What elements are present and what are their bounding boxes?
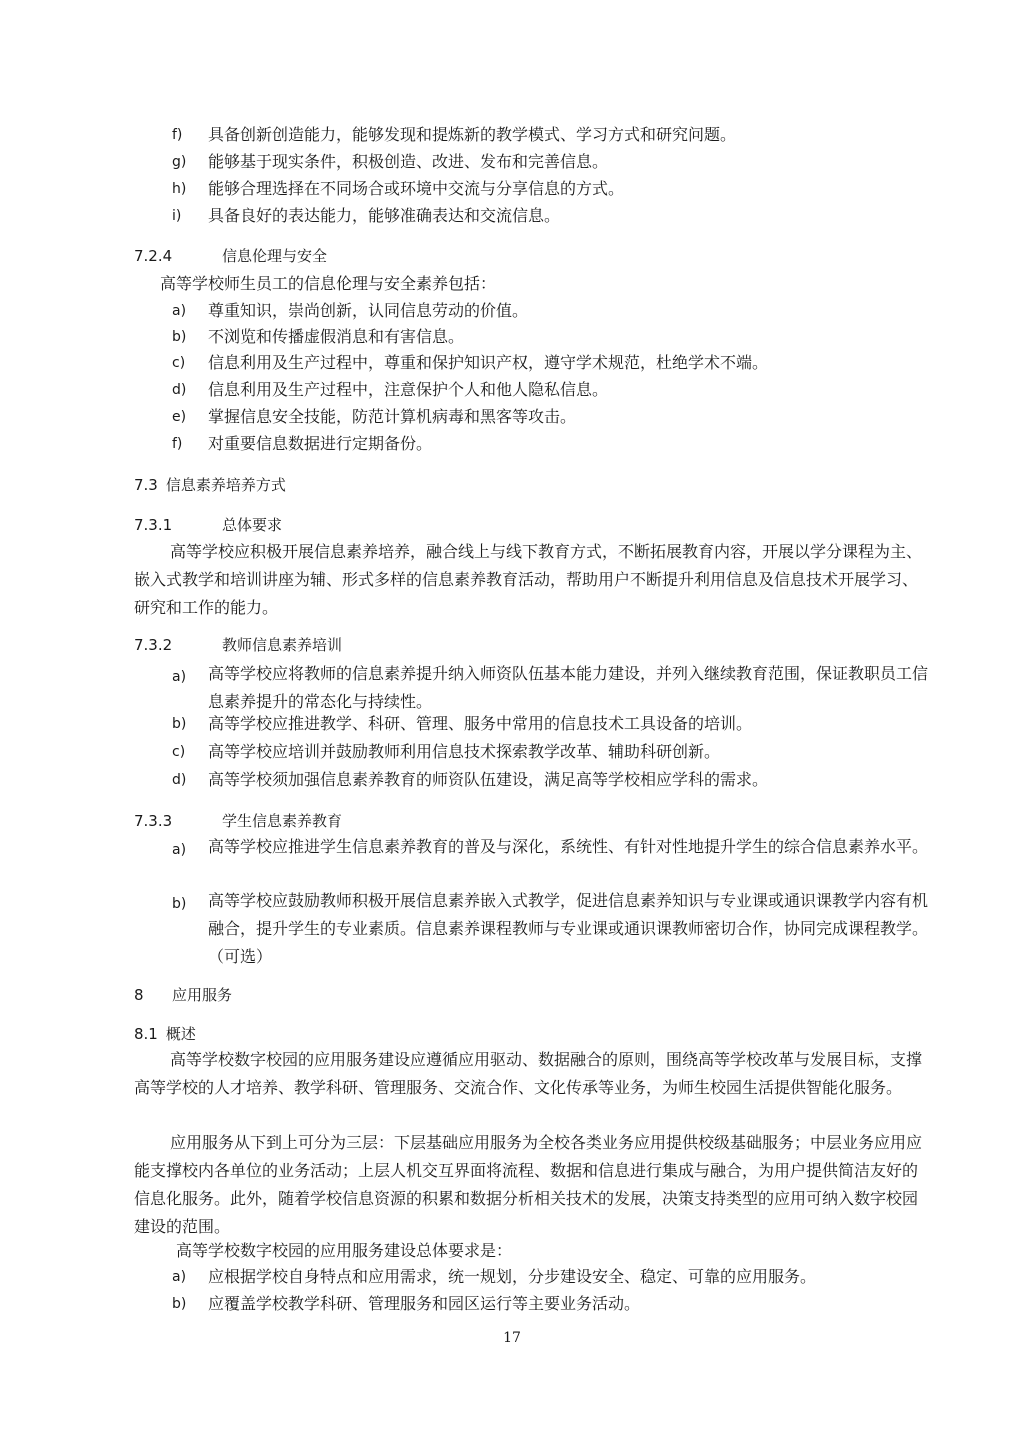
list-label: b)	[172, 329, 187, 345]
list-text: 应根据学校自身特点和应用需求，统一规划，分步建设安全、稳定、可靠的应用服务。	[208, 1267, 817, 1286]
section-number: 7.2.4	[134, 247, 173, 265]
section-number: 8.1	[134, 1025, 158, 1043]
list-label: a)	[172, 842, 187, 858]
list-text: 能够合理选择在不同场合或环境中交流与分享信息的方式。	[208, 179, 625, 198]
list-item	[172, 433, 932, 455]
section-number: 7.3	[134, 476, 158, 494]
list-item	[172, 379, 932, 401]
paragraph: 高等学校数字校园的应用服务建设应遵循应用驱动、数据融合的原则，围绕高等学校改革与发展目标，支撑高等学校的人才培养、教学科研、管理服务、交流合作、文化传承等业务，为师生校园生活提供智能化服务。	[134, 1050, 923, 1097]
list-label: f)	[172, 127, 183, 143]
section-number: 7.3.1	[134, 516, 173, 534]
section-number: 8	[134, 986, 144, 1004]
list-item	[172, 887, 932, 971]
list-item	[172, 1266, 932, 1288]
list-text: 具备创新创造能力，能够发现和提炼新的教学模式、学习方式和研究问题。	[208, 125, 737, 144]
list-text: 掌握信息安全技能，防范计算机病毒和黑客等攻击。	[208, 407, 577, 426]
section-title: 教师信息素养培训	[222, 636, 343, 654]
list-label: h)	[172, 181, 187, 197]
list-item	[172, 178, 932, 200]
paragraph: 高等学校应积极开展信息素养培养，融合线上与线下教育方式，不断拓展教育内容，开展以学分课程为主、嵌入式教学和培训讲座为辅、形式多样的信息素养教育活动，帮助用户不断提升利用信息及信息技术开展学习、研究和工作的能力。	[134, 542, 923, 617]
section-title: 总体要求	[222, 516, 283, 534]
list-text: 高等学校须加强信息素养教育的师资队伍建设，满足高等学校相应学科的需求。	[208, 770, 769, 789]
list-text: 高等学校应推进学生信息素养教育的普及与深化，系统性、有针对性地提升学生的综合信息素养水平。	[208, 837, 929, 856]
list-label: g)	[172, 154, 187, 170]
list-item	[172, 769, 932, 791]
list-label: f)	[172, 436, 183, 452]
list-label: a)	[172, 303, 187, 319]
section-heading-7-3-3	[134, 810, 342, 832]
page-number: 17	[503, 1330, 521, 1346]
section-title: 学生信息素养教育	[222, 812, 343, 830]
list-item	[172, 406, 932, 428]
list-item	[172, 205, 932, 227]
list-label: d)	[172, 772, 187, 788]
list-text: 不浏览和传播虚假消息和有害信息。	[208, 327, 465, 346]
section-heading-7-3-2	[134, 634, 342, 656]
list-item	[172, 713, 932, 735]
list-item	[172, 326, 932, 348]
list-label: a)	[172, 669, 187, 685]
list-text: 对重要信息数据进行定期备份。	[208, 434, 433, 453]
list-text: 能够基于现实条件，积极创造、改进、发布和完善信息。	[208, 152, 609, 171]
list-text: 高等学校应将教师的信息素养提升纳入师资队伍基本能力建设，并列入继续教育范围，保证教职员工信息素养提升的常态化与持续性。	[208, 664, 929, 711]
list-text: 应覆盖学校教学科研、管理服务和园区运行等主要业务活动。	[208, 1294, 641, 1313]
section-heading-8-1	[134, 1023, 196, 1045]
list-item	[172, 300, 932, 322]
list-label: b)	[172, 1296, 187, 1312]
list-text: 具备良好的表达能力，能够准确表达和交流信息。	[208, 206, 561, 225]
list-label: d)	[172, 382, 187, 398]
list-label: c)	[172, 355, 186, 371]
section-title: 概述	[165, 1025, 196, 1043]
section-heading-7-3	[134, 474, 286, 496]
section-heading-7-2-4	[134, 245, 327, 267]
list-label: b)	[172, 716, 187, 732]
list-text: 信息利用及生产过程中，注意保护个人和他人隐私信息。	[208, 380, 609, 399]
list-text: 高等学校应鼓励教师积极开展信息素养嵌入式教学，促进信息素养知识与专业课或通识课教学内容有机融合，提升学生的专业素质。信息素养课程教师与专业课或通识课教师密切合作，协同完成课程教学。（可选）	[208, 891, 929, 966]
paragraph: 高等学校数字校园的应用服务建设总体要求是：	[176, 1241, 513, 1260]
list-item	[172, 352, 932, 374]
list-label: e)	[172, 409, 187, 425]
list-item	[172, 660, 932, 716]
section-title: 信息素养培养方式	[165, 476, 286, 494]
list-text: 信息利用及生产过程中，尊重和保护知识产权，遵守学术规范，杜绝学术不端。	[208, 353, 769, 372]
section-number: 7.3.2	[134, 636, 173, 654]
list-item	[172, 151, 932, 173]
section-number: 7.3.3	[134, 812, 173, 830]
list-text: 高等学校应培训并鼓励教师利用信息技术探索教学改革、辅助科研创新。	[208, 742, 721, 761]
list-label: i)	[172, 208, 182, 224]
section-heading-8	[134, 984, 232, 1006]
section-heading-7-3-1	[134, 514, 282, 536]
list-text: 尊重知识，崇尚创新，认同信息劳动的价值。	[208, 301, 529, 320]
list-label: b)	[172, 896, 187, 912]
list-item	[172, 124, 932, 146]
list-label: a)	[172, 1269, 187, 1285]
paragraph: 应用服务从下到上可分为三层：下层基础应用服务为全校各类业务应用提供校级基础服务；中层业务应用应能支撑校内各单位的业务活动；上层人机交互界面将流程、数据和信息进行集成与融合，为用户提供简洁友好的信息化服务。此外，随着学校信息资源的积累和数据分析相关技术的发展，决策支持类型的应用可纳入数字校园建设的范围。	[134, 1133, 923, 1236]
section-title: 应用服务	[172, 986, 233, 1004]
list-text: 高等学校应推进教学、科研、管理、服务中常用的信息技术工具设备的培训。	[208, 714, 753, 733]
section-lead: 高等学校师生员工的信息伦理与安全素养包括：	[160, 274, 497, 293]
list-item	[172, 833, 932, 861]
list-item	[172, 1293, 932, 1315]
section-title: 信息伦理与安全	[222, 247, 328, 265]
list-label: c)	[172, 744, 186, 760]
list-item	[172, 741, 932, 763]
